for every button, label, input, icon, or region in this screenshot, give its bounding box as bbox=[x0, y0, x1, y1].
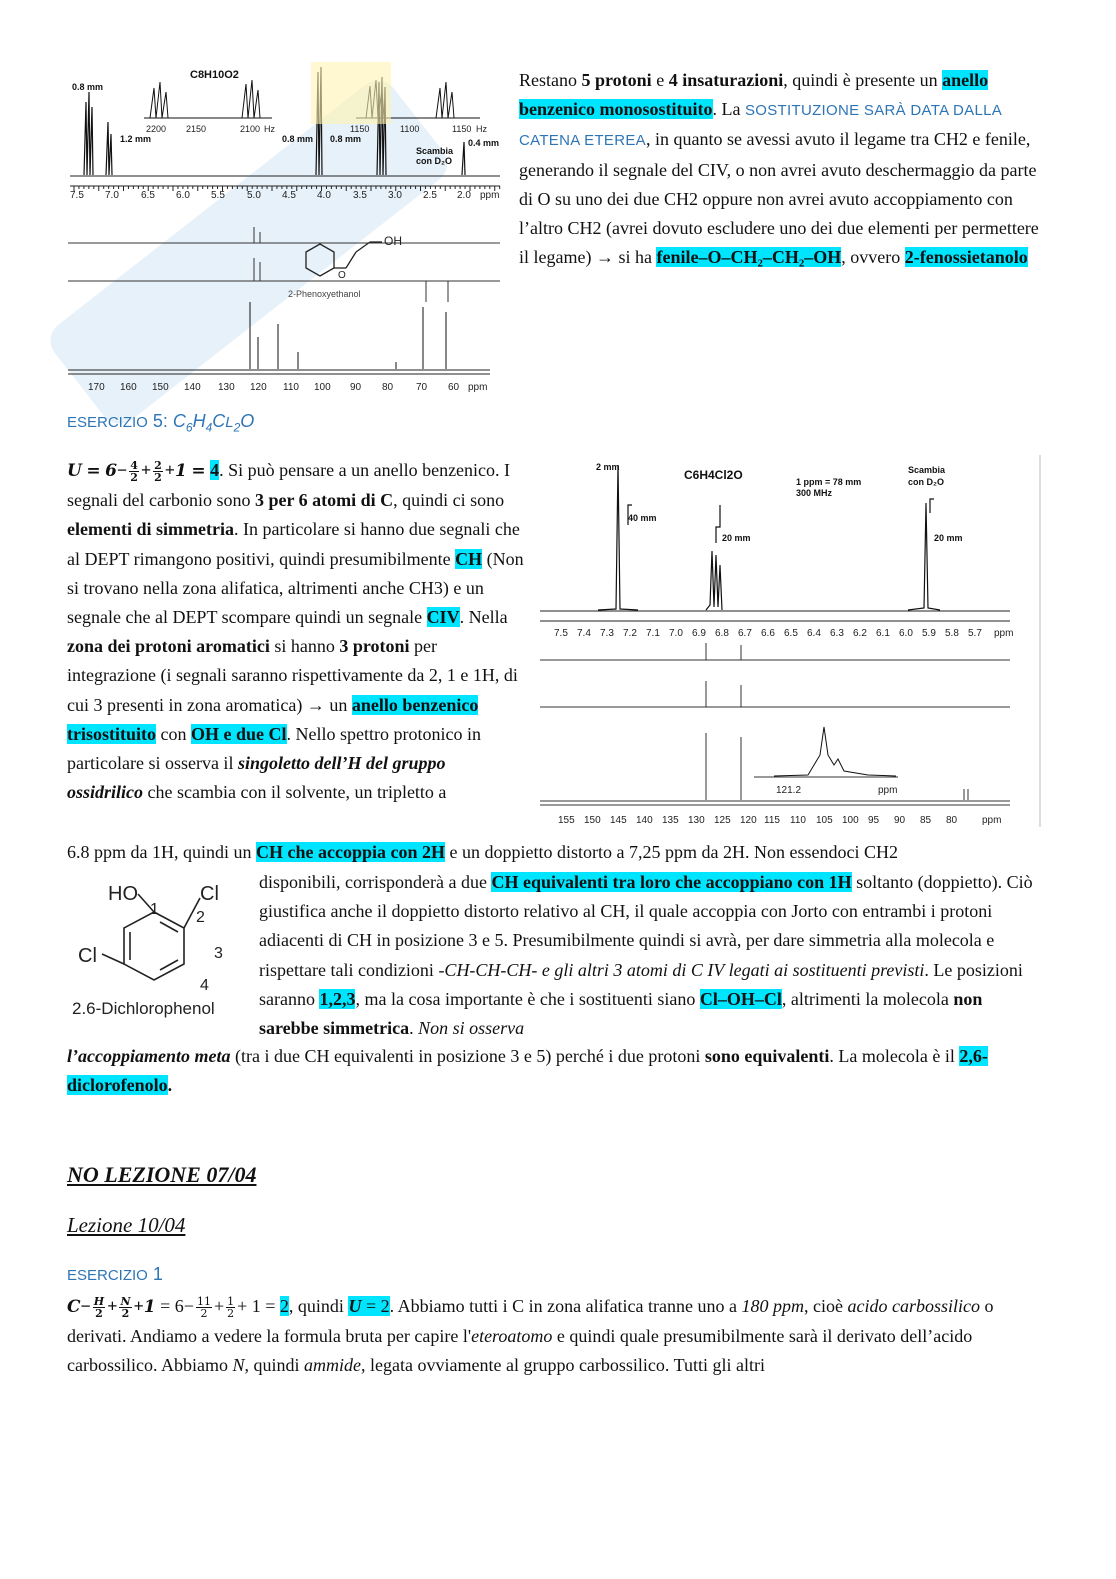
f1-h-tick: ppm bbox=[480, 190, 500, 201]
f2-c-tick: 100 bbox=[842, 815, 859, 826]
highlight: CH equivalenti tra loro che accoppiano con 1H bbox=[491, 872, 852, 892]
f2-h-tick: 6.0 bbox=[899, 628, 913, 639]
f1-inset-tick: 2100 bbox=[240, 124, 261, 134]
struct2-ho: HO bbox=[108, 883, 138, 905]
f2-label: 20 mm bbox=[934, 533, 963, 543]
f1-h-tick: 4.5 bbox=[282, 190, 296, 201]
f1-label: 1.2 mm bbox=[120, 134, 152, 144]
highlight: Cl–OH–Cl bbox=[699, 988, 782, 1009]
f2-h-tick: 6.7 bbox=[738, 628, 752, 639]
highlight: anello benzenico monosostituito bbox=[519, 70, 989, 120]
f2-h-tick: 5.7 bbox=[968, 628, 982, 639]
f2-c-tick: ppm bbox=[982, 815, 1002, 826]
f1-label: 0.8 mm bbox=[72, 82, 104, 92]
f2-h-tick: 6.3 bbox=[830, 628, 844, 639]
f2-label: con D₂O bbox=[908, 477, 944, 487]
f1-label: 0.4 mm bbox=[468, 138, 500, 148]
f1-c-tick: 80 bbox=[382, 382, 394, 393]
f2-label: 40 mm bbox=[628, 513, 657, 523]
f2-c-tick: 150 bbox=[584, 815, 601, 826]
f1-label: 0.8 mm bbox=[330, 134, 362, 144]
f1-h-tick: 7.0 bbox=[105, 190, 119, 201]
f2-label: 2 mm bbox=[596, 462, 620, 472]
f2-inset-unit: ppm bbox=[878, 785, 898, 796]
f2-c-tick: 125 bbox=[714, 815, 731, 826]
f1-c-tick: 150 bbox=[152, 382, 169, 393]
f1-h-tick: 7.5 bbox=[70, 190, 84, 201]
f1-h-tick: 4.0 bbox=[317, 190, 331, 201]
f1-formula: C8H10O2 bbox=[190, 69, 239, 81]
struct2-num: 2 bbox=[196, 909, 205, 926]
paragraph-triplet-line: 6.8 ppm da 1H, quindi un CH che accoppia con 2H e un doppietto distorto a 7,25 ppm da 2H. Non essendoci CH2 bbox=[67, 842, 898, 862]
highlight: 4 bbox=[210, 460, 220, 480]
f1-structure-o: O bbox=[338, 270, 346, 281]
f1-h-tick: 6.5 bbox=[141, 190, 155, 201]
f1-c-tick: 70 bbox=[416, 382, 428, 393]
f2-c-tick: 95 bbox=[868, 815, 880, 826]
highlight: 2,6-diclorofenolo bbox=[67, 1046, 988, 1096]
f2-h-tick: 6.1 bbox=[876, 628, 890, 639]
struct2-name: 2.6-Dichlorophenol bbox=[72, 999, 215, 1018]
f2-h-tick: 6.8 bbox=[715, 628, 729, 639]
f2-inset-value: 121.2 bbox=[776, 785, 802, 796]
f2-h-tick: 7.0 bbox=[669, 628, 683, 639]
f2-c-tick: 155 bbox=[558, 815, 575, 826]
figure2-nmr-spectra bbox=[538, 455, 1044, 833]
f2-h-tick: 7.1 bbox=[646, 628, 660, 639]
f1-inset-tick: Hz bbox=[476, 124, 487, 134]
f1-h-tick: 6.0 bbox=[176, 190, 190, 201]
struct2-num: 3 bbox=[214, 945, 223, 962]
struct2-cl-left: Cl bbox=[78, 945, 97, 967]
f2-c-tick: 110 bbox=[790, 815, 806, 826]
f2-c-tick: 145 bbox=[610, 815, 627, 826]
f2-h-tick: 6.2 bbox=[853, 628, 867, 639]
f1-inset-tick: 2150 bbox=[186, 124, 207, 134]
struct2-cl-top: Cl bbox=[200, 883, 219, 905]
struct2-num: 1 bbox=[150, 901, 159, 918]
highlight: 1,2,3 bbox=[319, 988, 356, 1009]
struct2-num: 4 bbox=[200, 977, 209, 994]
f1-c-tick: 130 bbox=[218, 382, 235, 393]
f1-c-tick: 170 bbox=[88, 382, 105, 393]
highlight: CH che accoppia con 2H bbox=[256, 842, 445, 862]
f1-h-tick: 3.0 bbox=[388, 190, 402, 201]
f1-h-tick: 5.5 bbox=[211, 190, 225, 201]
highlight: U = 2 bbox=[348, 1296, 390, 1316]
paragraph-phenoxyethanol: Restano 5 protoni e 4 insaturazioni, quindi è presente un anello benzenico monosostituito. La SOSTITUZIONE SARÀ DATA DALLA CATENA ETEREA, in quanto se avessi avuto il legame tra CH2 e fenile, generando il segnale del CIV, o non avrei avuto deschermaggio da parte di O su uno dei due CH2 oppure non avrei avuto accoppiamento con l’altro CH2 (avrei dovuto escludere uno dei due elementi per permettere il legame) → si ha fenile–O–CH₂–CH₂–OH, ovvero 2-fenossietanolo bbox=[519, 70, 1039, 268]
f1-label: con D₂O bbox=[416, 156, 452, 166]
structure-dichlorophenol bbox=[68, 872, 240, 1024]
f2-h-tick: 7.4 bbox=[577, 628, 591, 639]
f1-inset-tick: 1100 bbox=[400, 124, 420, 134]
f2-c-tick: 105 bbox=[816, 815, 833, 826]
f2-h-tick: 5.8 bbox=[945, 628, 959, 639]
exercise-5-title: ESERCIZIO 5: $C_6H_4CL_2O$ bbox=[67, 411, 255, 435]
highlight: CH bbox=[455, 548, 483, 569]
f1-label: Scambia bbox=[416, 146, 454, 156]
f2-c-tick: 140 bbox=[636, 815, 653, 826]
f1-inset-tick: 2200 bbox=[146, 124, 167, 134]
f1-h-tick: 3.5 bbox=[353, 190, 367, 201]
f2-label: 300 MHz bbox=[796, 488, 833, 498]
f2-c-tick: 130 bbox=[688, 815, 705, 826]
highlight: CIV bbox=[426, 607, 460, 628]
f1-structure-name: 2-Phenoxyethanol bbox=[288, 289, 361, 299]
paragraph-exercise5: U = 6− $\frac{4}{2}$ + $\frac{2}{2}$ +1 = 4. Si può pensare a un anello benzenico. I segnali del carbonio sono 3 per 6 atomi di C, quindi ci sono elementi di simmetria. In particolare si hanno due segnali che al DEPT rimangono positivi, quindi presumibilmente CH (Non si trovano nella zona alifatica, altrimenti anche CH3) e un segnale che al DEPT scompare quindi un segnale CIV. Nella zona dei protoni aromatici si hanno 3 protoni per integrazione (i segnali saranno rispettivamente da 2, 1 e 1H, di cui 3 presenti in zona aromatica) → un anello benzenico trisostituito con OH e due Cl. Nello spettro protonico in particolare si osserva il singoletto dell’H del gruppo ossidrilico che scambia con il solvente, un tripletto a bbox=[67, 459, 524, 803]
f1-c-tick: 110 bbox=[283, 382, 299, 393]
exercise-1-title: ESERCIZIO 1 bbox=[67, 1264, 163, 1284]
f1-label: 0.8 mm bbox=[282, 134, 314, 144]
figure1-nmr-spectra bbox=[66, 62, 506, 398]
highlight: 2-fenossietanolo bbox=[904, 247, 1028, 268]
f2-c-tick: 120 bbox=[740, 815, 757, 826]
f1-c-tick: 140 bbox=[184, 382, 201, 393]
f1-c-tick: ppm bbox=[468, 382, 488, 393]
f2-label: Scambia bbox=[908, 465, 946, 475]
f1-h-tick: 5.0 bbox=[247, 190, 261, 201]
f2-c-tick: 80 bbox=[946, 815, 958, 826]
f2-c-tick: 90 bbox=[894, 815, 906, 826]
f1-c-tick: 100 bbox=[314, 382, 331, 393]
f2-c-tick: 135 bbox=[662, 815, 679, 826]
f2-h-tick: 6.4 bbox=[807, 628, 821, 639]
f2-h-tick: 7.2 bbox=[623, 628, 637, 639]
f1-h-tick: 2.5 bbox=[423, 190, 437, 201]
f1-c-tick: 160 bbox=[120, 382, 137, 393]
paragraph-equivalent-ch: disponibili, corrisponderà a due CH equivalenti tra loro che accoppiano con 1H soltanto (doppietto). Ciò giustifica anche il doppietto distorto relativo al CH, il quale accoppia con Jorto con entrambi i protoni adiacenti di CH in posizione 3 e 5. Presumibilmente quindi si avrà, per dare simmetria alla molecola e rispettare tali condizioni -CH-CH-CH- e gli altri 3 atomi di C IV legati ai sostituenti previsti. Le posizioni saranno 1,2,3, ma la cosa importante è che i sostituenti siano Cl–OH–Cl, altrimenti la molecola non sarebbe simmetrica. Non si osserva bbox=[259, 872, 1033, 1039]
f1-c-tick: 120 bbox=[250, 382, 267, 393]
heading-no-lezione: NO LEZIONE 07/04 bbox=[67, 1162, 257, 1187]
f2-label: 20 mm bbox=[722, 533, 751, 543]
f2-h-tick: ppm bbox=[994, 628, 1014, 639]
f2-label: 1 ppm = 78 mm bbox=[796, 477, 862, 487]
paragraph-exercise1: C− $\frac{H}{2}$ + $\frac{N}{2}$ +1 = 6− $\frac{11}{2}$ + $\frac{1}{2}$ + 1 = 2, quindi U = 2. Abbiamo tutti i C in zona alifatica tranne uno a 180 ppm, cioè acido carbossilico o derivati. Andiamo a vedere la formula bruta per capire l'eteroatomo e quindi quale presumibilmente sarà il derivato dell’acido carbossilico. Abbiamo N, quindi ammide, legata ovviamente al gruppo carbossilico. Tutti gli altri bbox=[67, 1295, 994, 1376]
highlight: anello benzenico trisostituito bbox=[67, 694, 479, 744]
f1-inset-tick: 1150 bbox=[350, 124, 370, 134]
f2-h-tick: 7.5 bbox=[554, 628, 568, 639]
highlight: fenile–O–CH₂–CH₂–OH bbox=[656, 247, 842, 268]
paragraph-meta-coupling: l’accoppiamento meta (tra i due CH equivalenti in posizione 3 e 5) perché i due protoni sono equivalenti. La molecola è il 2,6-diclorofenolo. bbox=[67, 1046, 988, 1096]
heading-lezione: Lezione 10/04 bbox=[67, 1213, 186, 1237]
f1-c-tick: 60 bbox=[448, 382, 460, 393]
f2-h-tick: 6.9 bbox=[692, 628, 706, 639]
f2-h-tick: 5.9 bbox=[922, 628, 936, 639]
f2-c-tick: 85 bbox=[920, 815, 932, 826]
f1-structure-oh: OH bbox=[384, 234, 402, 248]
highlight: OH e due Cl bbox=[191, 723, 287, 744]
f2-formula: C6H4Cl2O bbox=[684, 468, 743, 482]
f1-inset-tick: 1150 bbox=[452, 124, 472, 134]
highlight: 2 bbox=[279, 1296, 289, 1316]
f2-h-tick: 7.3 bbox=[600, 628, 614, 639]
f1-inset-tick: Hz bbox=[264, 124, 275, 134]
f1-h-tick: 2.0 bbox=[457, 190, 471, 201]
f1-c-tick: 90 bbox=[350, 382, 362, 393]
f2-c-tick: 115 bbox=[764, 815, 780, 826]
f2-h-tick: 6.5 bbox=[784, 628, 798, 639]
f2-h-tick: 6.6 bbox=[761, 628, 775, 639]
